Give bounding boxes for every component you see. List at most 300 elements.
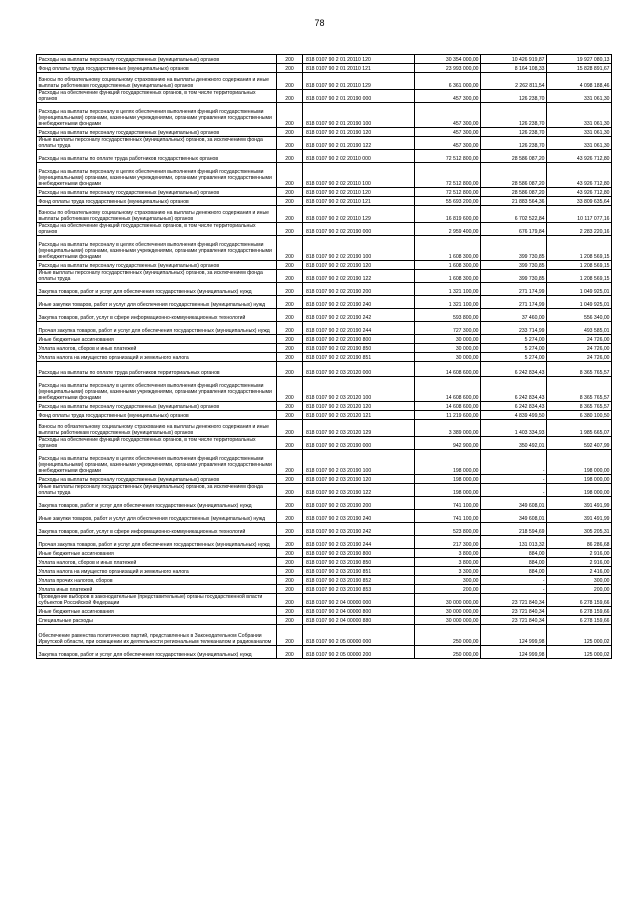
table-row: [37, 150, 612, 163]
row-name: Расходы на выплаты персоналу в целях обеспечения выполнения функций государственными (муниципальными) органами, казенными учреждениями, органами управления государственными внебюджетными фондами: [37, 103, 277, 128]
row-line-code: 200: [277, 55, 303, 64]
row-approved: 250 000,00: [415, 625, 481, 646]
row-line-code: 200: [277, 607, 303, 616]
row-name: Иные бюджетные ассигнования: [37, 549, 277, 558]
row-name: Иные выплаты персоналу государственных (муниципальных) органов, за исключением фонда оплаты труда: [37, 484, 277, 497]
row-remaining: 6 278 159,66: [547, 607, 612, 616]
row-line-code: 200: [277, 261, 303, 270]
row-approved: 14 608 600,00: [415, 377, 481, 402]
row-budget-code: 818 0107 90 2 03 20190 853: [303, 585, 415, 594]
row-approved: 3 389 000,00: [415, 420, 481, 437]
table-row: [37, 475, 612, 484]
row-approved: 3 800,00: [415, 558, 481, 567]
row-approved: 1 321 100,00: [415, 296, 481, 309]
table-row: [37, 616, 612, 625]
table-row: [37, 362, 612, 377]
row-approved: 250 000,00: [415, 646, 481, 659]
table-row: [37, 90, 612, 103]
row-approved: 30 354 000,00: [415, 55, 481, 64]
row-line-code: 200: [277, 377, 303, 402]
table-row: [37, 411, 612, 420]
row-line-code: 200: [277, 309, 303, 322]
row-remaining: 125 000,02: [547, 625, 612, 646]
page-number: 78: [314, 18, 325, 28]
row-budget-code: 818 0107 90 2 03 20190 120: [303, 475, 415, 484]
row-name: Фонд оплаты труда государственных (муниципальных) органов: [37, 64, 277, 73]
row-name: Иные закупки товаров, работ и услуг для обеспечения государственных (муниципальных) нужд: [37, 296, 277, 309]
row-budget-code: 818 0107 90 2 02 20190 122: [303, 270, 415, 283]
row-line-code: 200: [277, 646, 303, 659]
row-approved: 72 512 800,00: [415, 163, 481, 188]
row-executed: 6 242 834,43: [481, 377, 547, 402]
row-approved: 30 000,00: [415, 335, 481, 344]
row-approved: 457 300,00: [415, 90, 481, 103]
row-approved: 1 321 100,00: [415, 283, 481, 296]
row-remaining: 200,00: [547, 585, 612, 594]
row-executed: 1 403 334,93: [481, 420, 547, 437]
row-approved: 30 000 000,00: [415, 594, 481, 607]
table-row: [37, 377, 612, 402]
row-budget-code: 818 0107 90 2 02 20190 800: [303, 335, 415, 344]
row-name: Расходы на выплаты персоналу государственных (муниципальных) органов: [37, 188, 277, 197]
row-budget-code: 818 0107 90 2 01 20190 000: [303, 90, 415, 103]
row-budget-code: 818 0107 90 2 02 20110 129: [303, 206, 415, 223]
row-line-code: 200: [277, 420, 303, 437]
row-executed: 2 262 811,54: [481, 73, 547, 90]
row-name: Иные выплаты персоналу государственных (муниципальных) органов, за исключением фонда оплаты труда: [37, 270, 277, 283]
row-executed: 23 721 840,34: [481, 594, 547, 607]
row-executed: 131 013,32: [481, 536, 547, 549]
row-name: Прочая закупка товаров, работ и услуг для обеспечения государственных (муниципальных) нужд: [37, 536, 277, 549]
row-approved: 198 000,00: [415, 450, 481, 475]
row-budget-code: 818 0107 90 2 02 20110 120: [303, 188, 415, 197]
row-remaining: 24 726,00: [547, 335, 612, 344]
row-remaining: 1 208 569,15: [547, 261, 612, 270]
row-approved: 593 800,00: [415, 309, 481, 322]
row-budget-code: 818 0107 90 2 02 20110 100: [303, 163, 415, 188]
table-row: [37, 646, 612, 659]
table-row: [37, 296, 612, 309]
row-budget-code: 818 0107 90 2 03 20190 850: [303, 558, 415, 567]
row-executed: 5 274,00: [481, 353, 547, 362]
table-row: [37, 344, 612, 353]
row-line-code: 200: [277, 411, 303, 420]
row-line-code: 200: [277, 64, 303, 73]
row-remaining: 592 407,99: [547, 437, 612, 450]
row-line-code: 200: [277, 296, 303, 309]
row-executed: 126 238,70: [481, 137, 547, 150]
table-row: [37, 73, 612, 90]
row-remaining: 331 061,30: [547, 128, 612, 137]
row-budget-code: 818 0107 90 2 02 20190 850: [303, 344, 415, 353]
table-row: [37, 497, 612, 510]
row-line-code: 200: [277, 437, 303, 450]
row-executed: 21 883 564,36: [481, 197, 547, 206]
row-line-code: 200: [277, 188, 303, 197]
row-line-code: 200: [277, 567, 303, 576]
row-budget-code: 818 0107 90 2 04 00000 800: [303, 607, 415, 616]
row-executed: 6 242 834,43: [481, 362, 547, 377]
row-remaining: 10 117 077,16: [547, 206, 612, 223]
row-budget-code: 818 0107 90 2 01 20190 122: [303, 137, 415, 150]
row-name: Иные выплаты персоналу государственных (муниципальных) органов, за исключением фонда оплаты труда: [37, 137, 277, 150]
row-name: Взносы по обязательному социальному страхованию на выплаты денежного содержания и иные выплаты работникам государственных (муниципальных) органов: [37, 206, 277, 223]
table-row: [37, 607, 612, 616]
row-line-code: 200: [277, 402, 303, 411]
row-executed: 8 164 108,33: [481, 64, 547, 73]
table-row: [37, 558, 612, 567]
row-remaining: 4 098 188,46: [547, 73, 612, 90]
row-name: Расходы на выплаты персоналу государственных (муниципальных) органов: [37, 55, 277, 64]
row-budget-code: 818 0107 90 2 02 20190 240: [303, 296, 415, 309]
row-remaining: 1 985 665,07: [547, 420, 612, 437]
row-budget-code: 818 0107 90 2 05 00000 000: [303, 625, 415, 646]
row-budget-code: 818 0107 90 2 02 20110 121: [303, 197, 415, 206]
table-row: [37, 576, 612, 585]
row-remaining: 24 726,00: [547, 353, 612, 362]
row-approved: 198 000,00: [415, 475, 481, 484]
row-executed: 126 238,70: [481, 90, 547, 103]
row-line-code: 200: [277, 353, 303, 362]
row-approved: 523 800,00: [415, 523, 481, 536]
table-row: [37, 567, 612, 576]
row-approved: 2 959 400,00: [415, 223, 481, 236]
row-remaining: 1 208 569,15: [547, 270, 612, 283]
row-remaining: 2 916,00: [547, 549, 612, 558]
row-remaining: 493 585,01: [547, 322, 612, 335]
row-line-code: 200: [277, 585, 303, 594]
row-executed: 218 594,69: [481, 523, 547, 536]
row-budget-code: 818 0107 90 2 01 20110 120: [303, 55, 415, 64]
table-row: [37, 283, 612, 296]
row-remaining: 300,00: [547, 576, 612, 585]
row-budget-code: 818 0107 90 2 03 20190 240: [303, 510, 415, 523]
row-approved: 14 608 600,00: [415, 402, 481, 411]
row-remaining: 43 926 712,80: [547, 163, 612, 188]
row-approved: 1 608 300,00: [415, 270, 481, 283]
row-remaining: 125 000,02: [547, 646, 612, 659]
row-remaining: 1 049 925,01: [547, 296, 612, 309]
row-executed: -: [481, 585, 547, 594]
row-line-code: 200: [277, 558, 303, 567]
row-name: Обеспечение равенства политических партий, представленных в Законодательном Собрании Иркутской области, при освещении их деятельности региональным телеканалом и радиоканалом: [37, 625, 277, 646]
row-approved: 457 300,00: [415, 137, 481, 150]
row-line-code: 200: [277, 236, 303, 261]
row-line-code: 200: [277, 197, 303, 206]
row-approved: 727 300,00: [415, 322, 481, 335]
row-budget-code: 818 0107 90 2 02 20190 100: [303, 236, 415, 261]
row-remaining: 86 286,68: [547, 536, 612, 549]
row-budget-code: 818 0107 90 2 02 20190 120: [303, 261, 415, 270]
row-executed: 28 586 087,20: [481, 150, 547, 163]
row-remaining: 8 365 765,57: [547, 362, 612, 377]
row-budget-code: 818 0107 90 2 03 20190 851: [303, 567, 415, 576]
row-remaining: 1 049 925,01: [547, 283, 612, 296]
row-line-code: 200: [277, 283, 303, 296]
row-line-code: 200: [277, 206, 303, 223]
row-remaining: 8 365 765,57: [547, 402, 612, 411]
row-executed: 5 274,00: [481, 344, 547, 353]
row-approved: 300,00: [415, 576, 481, 585]
row-remaining: 1 208 569,15: [547, 236, 612, 261]
row-line-code: 200: [277, 625, 303, 646]
table-row: [37, 353, 612, 362]
row-line-code: 200: [277, 616, 303, 625]
row-line-code: 200: [277, 344, 303, 353]
row-executed: 271 174,99: [481, 296, 547, 309]
row-line-code: 200: [277, 362, 303, 377]
row-name: Уплата налогов, сборов и иных платежей: [37, 344, 277, 353]
row-executed: 350 492,01: [481, 437, 547, 450]
row-budget-code: 818 0107 90 2 03 20190 200: [303, 497, 415, 510]
row-executed: 233 714,99: [481, 322, 547, 335]
table-row: [37, 594, 612, 607]
budget-execution-table: [36, 54, 612, 659]
row-budget-code: 818 0107 90 2 03 20190 244: [303, 536, 415, 549]
row-name: Уплата налога на имущество организаций и земельного налога: [37, 353, 277, 362]
row-budget-code: 818 0107 90 2 02 20190 242: [303, 309, 415, 322]
row-remaining: 33 809 635,64: [547, 197, 612, 206]
row-budget-code: 818 0107 90 2 02 20190 851: [303, 353, 415, 362]
row-budget-code: 818 0107 90 2 03 20120 120: [303, 402, 415, 411]
row-executed: 271 174,99: [481, 283, 547, 296]
row-remaining: 331 061,30: [547, 137, 612, 150]
row-remaining: 8 365 765,57: [547, 377, 612, 402]
row-approved: 3 800,00: [415, 549, 481, 558]
row-line-code: 200: [277, 576, 303, 585]
row-approved: 30 000 000,00: [415, 607, 481, 616]
row-line-code: 200: [277, 137, 303, 150]
row-budget-code: 818 0107 90 2 01 20190 100: [303, 103, 415, 128]
row-name: Уплата налога на имущество организаций и земельного налога: [37, 567, 277, 576]
row-budget-code: 818 0107 90 2 03 20190 122: [303, 484, 415, 497]
row-name: Уплата налогов, сборов и иных платежей: [37, 558, 277, 567]
row-budget-code: 818 0107 90 2 02 20190 244: [303, 322, 415, 335]
row-remaining: 331 061,30: [547, 90, 612, 103]
row-name: Закупка товаров, работ, услуг в сфере информационно-коммуникационных технологий: [37, 309, 277, 322]
row-approved: 6 361 000,00: [415, 73, 481, 90]
row-executed: 124 999,98: [481, 625, 547, 646]
row-budget-code: 818 0107 90 2 03 20190 100: [303, 450, 415, 475]
row-name: Расходы на выплаты по оплате труда работников территориальных органов: [37, 362, 277, 377]
row-approved: 3 300,00: [415, 567, 481, 576]
row-budget-code: 818 0107 90 2 03 20120 000: [303, 362, 415, 377]
row-name: Взносы по обязательному социальному страхованию на выплаты денежного содержания и иные выплаты работникам государственных (муниципальных) органов: [37, 420, 277, 437]
row-line-code: 200: [277, 223, 303, 236]
row-executed: 884,00: [481, 567, 547, 576]
row-budget-code: 818 0107 90 2 02 20190 000: [303, 223, 415, 236]
table-row: [37, 309, 612, 322]
row-name: Уплата прочих налогов, сборов: [37, 576, 277, 585]
row-line-code: 200: [277, 270, 303, 283]
row-approved: 55 693 200,00: [415, 197, 481, 206]
row-remaining: 43 926 712,80: [547, 188, 612, 197]
row-name: Расходы на выплаты персоналу государственных (муниципальных) органов: [37, 402, 277, 411]
table-row: [37, 64, 612, 73]
row-remaining: 15 828 891,67: [547, 64, 612, 73]
row-approved: 200,00: [415, 585, 481, 594]
row-budget-code: 818 0107 90 2 02 20190 200: [303, 283, 415, 296]
row-line-code: 200: [277, 335, 303, 344]
row-approved: 457 300,00: [415, 103, 481, 128]
row-remaining: 198 000,00: [547, 475, 612, 484]
row-approved: 16 819 600,00: [415, 206, 481, 223]
row-name: Взносы по обязательному социальному страхованию на выплаты денежного содержания и иные выплаты работникам государственных (муниципальных) органов: [37, 73, 277, 90]
row-line-code: 200: [277, 90, 303, 103]
table-row: [37, 536, 612, 549]
table-row: [37, 549, 612, 558]
table-row: [37, 585, 612, 594]
row-name: Иные закупки товаров, работ и услуг для обеспечения государственных (муниципальных) нужд: [37, 510, 277, 523]
row-name: Фонд оплаты труда государственных (муниципальных) органов: [37, 197, 277, 206]
row-remaining: 2 916,00: [547, 558, 612, 567]
row-executed: 399 730,85: [481, 261, 547, 270]
row-approved: 942 900,00: [415, 437, 481, 450]
row-approved: 217 300,00: [415, 536, 481, 549]
row-line-code: 200: [277, 594, 303, 607]
row-executed: 349 608,01: [481, 510, 547, 523]
table-row: [37, 103, 612, 128]
row-executed: 28 586 087,20: [481, 188, 547, 197]
row-executed: -: [481, 475, 547, 484]
table-row: [37, 188, 612, 197]
row-remaining: 391 491,99: [547, 510, 612, 523]
row-name: Уплата иных платежей: [37, 585, 277, 594]
row-executed: 6 242 834,43: [481, 402, 547, 411]
table-row: [37, 223, 612, 236]
row-executed: 5 274,00: [481, 335, 547, 344]
row-budget-code: 818 0107 90 2 03 20190 800: [303, 549, 415, 558]
row-remaining: 24 726,00: [547, 344, 612, 353]
row-name: Расходы на выплаты персоналу государственных (муниципальных) органов: [37, 475, 277, 484]
row-executed: 884,00: [481, 558, 547, 567]
row-line-code: 200: [277, 150, 303, 163]
table-row: [37, 270, 612, 283]
row-budget-code: 818 0107 90 2 05 00000 200: [303, 646, 415, 659]
row-approved: 30 000,00: [415, 344, 481, 353]
table-row: [37, 335, 612, 344]
row-remaining: 556 340,00: [547, 309, 612, 322]
row-executed: 4 839 499,50: [481, 411, 547, 420]
row-budget-code: 818 0107 90 2 03 20190 000: [303, 437, 415, 450]
row-name: Закупка товаров, работ и услуг для обеспечения государственных (муниципальных) нужд: [37, 283, 277, 296]
row-remaining: 2 283 220,16: [547, 223, 612, 236]
row-approved: 741 100,00: [415, 497, 481, 510]
row-approved: 14 608 600,00: [415, 362, 481, 377]
row-remaining: 305 205,31: [547, 523, 612, 536]
row-line-code: 200: [277, 523, 303, 536]
row-name: Расходы на выплаты персоналу в целях обеспечения выполнения функций государственными (муниципальными) органами, казенными учреждениями, органами управления государственными внебюджетными фондами: [37, 236, 277, 261]
row-approved: 30 000 000,00: [415, 616, 481, 625]
row-line-code: 200: [277, 549, 303, 558]
table-row: [37, 402, 612, 411]
row-executed: -: [481, 484, 547, 497]
row-name: Расходы на выплаты по оплате труда работников государственных органов: [37, 150, 277, 163]
row-budget-code: 818 0107 90 2 03 20120 129: [303, 420, 415, 437]
row-name: Иные бюджетные ассигнования: [37, 607, 277, 616]
row-executed: 126 238,70: [481, 103, 547, 128]
row-name: Специальные расходы: [37, 616, 277, 625]
row-remaining: 2 416,00: [547, 567, 612, 576]
row-executed: 884,00: [481, 549, 547, 558]
row-remaining: 198 000,00: [547, 484, 612, 497]
row-remaining: 6 278 159,66: [547, 594, 612, 607]
row-name: Закупка товаров, работ и услуг для обеспечения государственных (муниципальных) нужд: [37, 646, 277, 659]
row-budget-code: 818 0107 90 2 01 20110 129: [303, 73, 415, 90]
row-approved: 72 512 800,00: [415, 150, 481, 163]
row-approved: 741 100,00: [415, 510, 481, 523]
row-line-code: 200: [277, 484, 303, 497]
row-executed: 6 702 522,84: [481, 206, 547, 223]
row-executed: 23 721 840,34: [481, 607, 547, 616]
row-line-code: 200: [277, 163, 303, 188]
row-executed: 28 586 087,20: [481, 163, 547, 188]
row-name: Расходы на выплаты персоналу в целях обеспечения выполнения функций государственными (муниципальными) органами, казенными учреждениями, органами управления государственными внебюджетными фондами: [37, 377, 277, 402]
table-row: [37, 55, 612, 64]
row-line-code: 200: [277, 497, 303, 510]
row-approved: 1 608 300,00: [415, 236, 481, 261]
row-approved: 457 300,00: [415, 128, 481, 137]
row-name: Расходы на обеспечение функций государственных органов, в том числе территориальных органов: [37, 223, 277, 236]
row-budget-code: 818 0107 90 2 03 20190 852: [303, 576, 415, 585]
table-row: [37, 236, 612, 261]
row-name: Расходы на обеспечение функций государственных органов, в том числе территориальных органов: [37, 437, 277, 450]
row-budget-code: 818 0107 90 2 03 20190 242: [303, 523, 415, 536]
table-row: [37, 261, 612, 270]
row-remaining: 391 491,99: [547, 497, 612, 510]
row-executed: 126 238,70: [481, 128, 547, 137]
row-executed: 676 179,84: [481, 223, 547, 236]
table-row: [37, 206, 612, 223]
table-row: [37, 128, 612, 137]
row-remaining: 43 926 712,80: [547, 150, 612, 163]
row-line-code: 200: [277, 73, 303, 90]
row-executed: 37 460,00: [481, 309, 547, 322]
row-line-code: 200: [277, 103, 303, 128]
row-name: Расходы на обеспечение функций государственных органов, в том числе территориальных органов: [37, 90, 277, 103]
table-row: [37, 484, 612, 497]
row-name: Расходы на выплаты персоналу в целях обеспечения выполнения функций государственными (муниципальными) органами, казенными учреждениями, органами управления государственными внебюджетными фондами: [37, 163, 277, 188]
table-row: [37, 450, 612, 475]
row-approved: 30 000,00: [415, 353, 481, 362]
row-executed: 399 730,85: [481, 270, 547, 283]
row-remaining: 198 000,00: [547, 450, 612, 475]
row-budget-code: 818 0107 90 2 03 20120 121: [303, 411, 415, 420]
table-row: [37, 510, 612, 523]
row-budget-code: 818 0107 90 2 03 20120 100: [303, 377, 415, 402]
row-budget-code: 818 0107 90 2 02 20110 000: [303, 150, 415, 163]
row-executed: 23 721 840,34: [481, 616, 547, 625]
row-line-code: 200: [277, 450, 303, 475]
row-executed: 349 608,01: [481, 497, 547, 510]
row-budget-code: 818 0107 90 2 04 00000 880: [303, 616, 415, 625]
row-name: Прочая закупка товаров, работ и услуг для обеспечения государственных (муниципальных) нужд: [37, 322, 277, 335]
table-row: [37, 437, 612, 450]
row-budget-code: 818 0107 90 2 01 20190 120: [303, 128, 415, 137]
table-row: [37, 420, 612, 437]
table-row: [37, 322, 612, 335]
row-line-code: 200: [277, 510, 303, 523]
table-row: [37, 163, 612, 188]
row-approved: 11 219 600,00: [415, 411, 481, 420]
table-row: [37, 197, 612, 206]
row-name: Закупка товаров, работ и услуг для обеспечения государственных (муниципальных) нужд: [37, 497, 277, 510]
row-line-code: 200: [277, 536, 303, 549]
row-remaining: 6 380 100,50: [547, 411, 612, 420]
row-name: Расходы на выплаты персоналу государственных (муниципальных) органов: [37, 128, 277, 137]
row-budget-code: 818 0107 90 2 04 00000 000: [303, 594, 415, 607]
table-row: [37, 625, 612, 646]
